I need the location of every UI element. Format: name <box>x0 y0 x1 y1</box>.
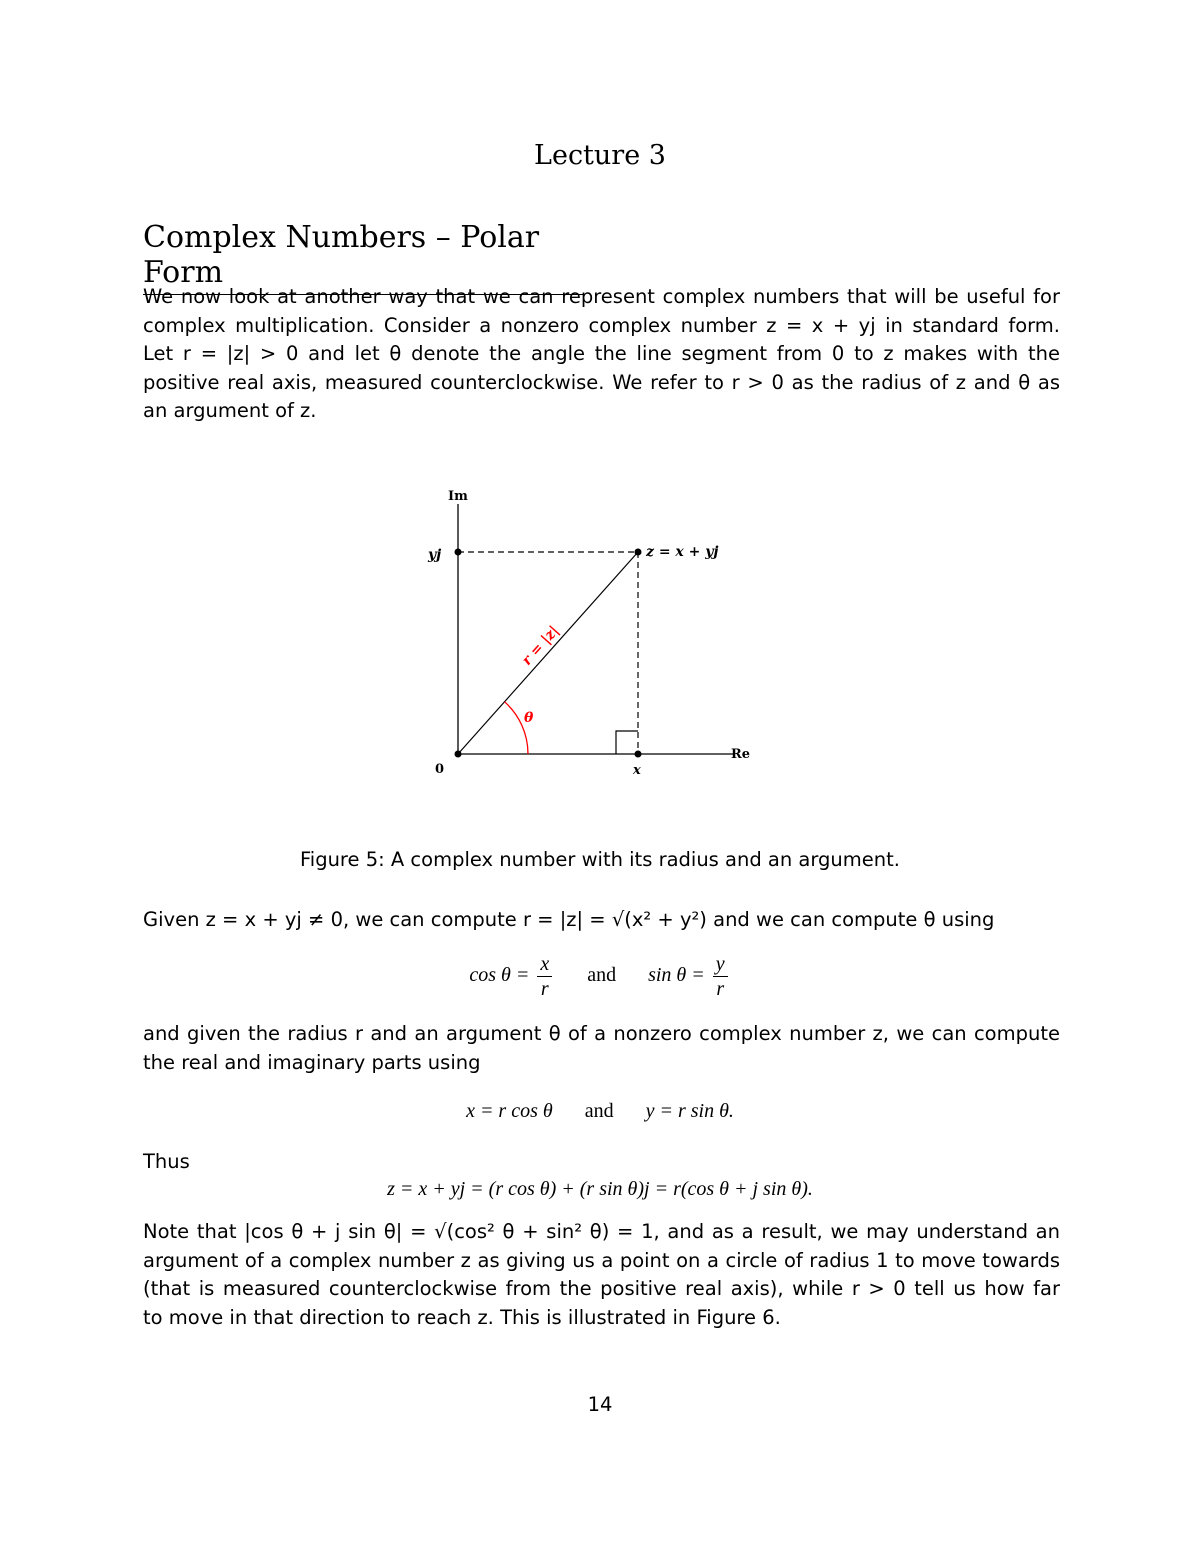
radius-line <box>458 552 638 754</box>
and-text: and <box>587 964 617 987</box>
yj-label: yj <box>428 547 442 563</box>
theta-label: θ <box>524 710 534 726</box>
cos-denominator: r <box>540 978 549 1000</box>
xy-display <box>0 1100 1200 1123</box>
radius-label: r = |z| <box>519 622 563 669</box>
intro-line: complex multiplication. Consider a nonzero complex number z = x + yj in standard form. <box>143 313 1060 337</box>
yj-point <box>455 549 462 556</box>
z-label: z = x + yj <box>646 544 719 560</box>
and-text: and <box>584 1100 614 1122</box>
cos-sin-display <box>0 952 1200 1001</box>
note-paragraph <box>143 1218 1060 1332</box>
thus-line: Thus <box>143 1150 190 1173</box>
sin-lhs: sin θ = <box>648 964 705 987</box>
note-line: (that is measured counterclockwise from the positive real axis), while r > 0 tell us how far <box>143 1277 1060 1301</box>
cos-fraction <box>537 952 552 1001</box>
im-label: Im <box>448 489 468 504</box>
re-label: Re <box>731 747 751 762</box>
real-imag-line: and given the radius r and an argument θ of a nonzero complex number z, we can compute <box>143 1022 1060 1045</box>
section-heading: Complex Numbers – Polar Form <box>143 220 583 295</box>
z-point <box>635 549 642 556</box>
page-number: 14 <box>587 1393 613 1416</box>
given-line: Given z = x + yj ≠ 0, we can compute r = |z| = √(x² + y²) and we can compute θ using <box>143 908 995 931</box>
origin-label: 0 <box>435 762 445 777</box>
cos-lhs: cos θ = <box>469 964 530 987</box>
note-line: to move in that direction to reach z. This is illustrated in Figure 6. <box>143 1305 781 1329</box>
sin-fraction <box>713 952 728 1001</box>
x-label: x <box>633 763 641 778</box>
intro-line: We now look at another way that we can represent complex numbers that will be useful for <box>143 285 1060 308</box>
right-angle-marker <box>616 731 638 754</box>
origin-point <box>455 751 462 758</box>
sin-numerator: y <box>713 952 728 977</box>
note-line: argument of a complex number z as giving us a point on a circle of radius 1 to move towards <box>143 1248 1060 1272</box>
cos-numerator: x <box>537 952 552 977</box>
thus-text <box>143 1148 1060 1177</box>
y-equation: y = r sin θ. <box>645 1100 734 1122</box>
intro-line: Let r = |z| > 0 and let θ denote the angle the line segment from 0 to z makes with the <box>143 342 1060 366</box>
complex-plane-figure <box>420 480 780 780</box>
intro-line: positive real axis, measured counterclockwise. We refer to r > 0 as the radius of z and θ as <box>143 370 1060 394</box>
z-polar-display <box>0 1178 1200 1201</box>
intro-paragraph <box>143 283 1060 426</box>
x-point <box>635 751 642 758</box>
given-paragraph <box>143 906 1060 935</box>
lecture-title: Lecture 3 <box>534 140 666 171</box>
sin-denominator: r <box>716 978 725 1000</box>
note-line: Note that |cos θ + j sin θ| = √(cos² θ + sin² θ) = 1, and as a result, we may understand an <box>143 1220 1060 1243</box>
x-equation: x = r cos θ <box>466 1100 553 1122</box>
real-imag-line: the real and imaginary parts using <box>143 1050 481 1074</box>
intro-line: an argument of z. <box>143 399 317 423</box>
real-imag-paragraph <box>143 1020 1060 1077</box>
z-polar-equation: z = x + yj = (r cos θ) + (r sin θ)j = r(cos θ + j sin θ). <box>387 1178 813 1200</box>
figure-caption: Figure 5: A complex number with its radius and an argument. <box>299 848 900 871</box>
